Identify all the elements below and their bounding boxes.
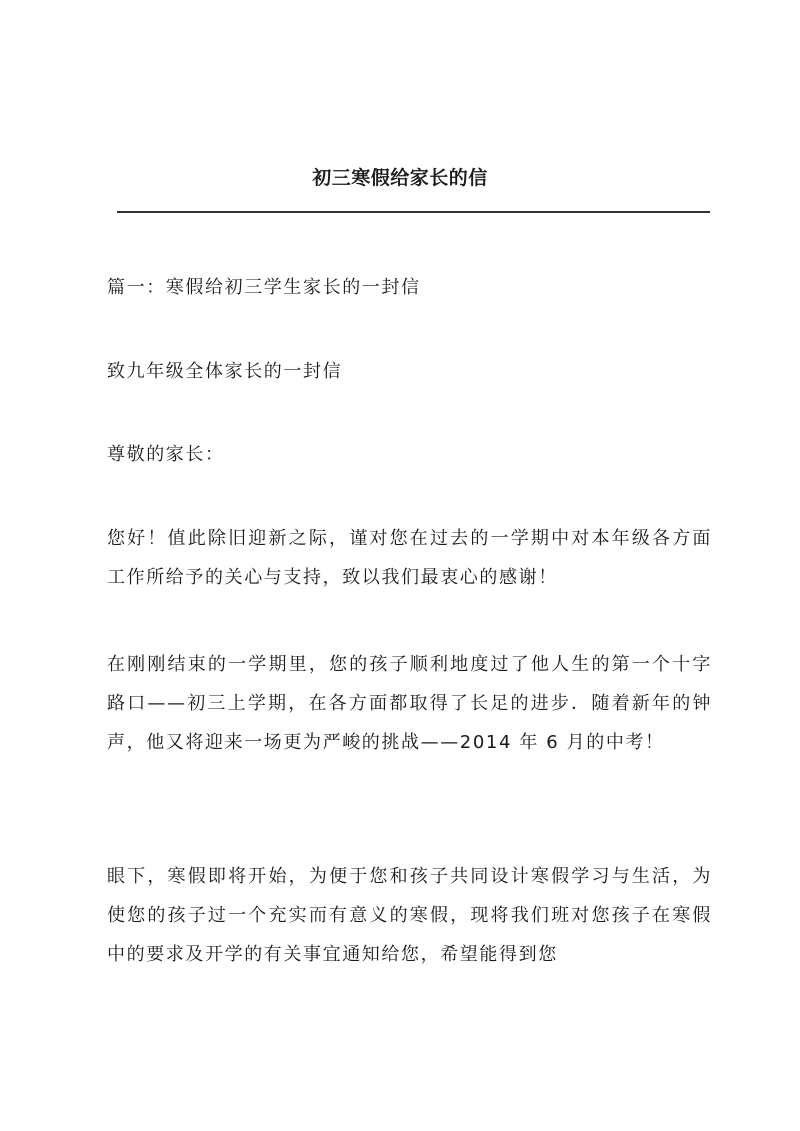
letter-subtitle: 致九年级全体家长的一封信 — [107, 361, 343, 382]
body-paragraph: 您好！值此除旧迎新之际，谨对您在过去的一学期中对本年级各方面工作所给予的关心与支持，致以我们最衷心的感谢！ — [107, 528, 712, 588]
body-paragraph: 眼下，寒假即将开始，为便于您和孩子共同设计寒假学习与生活，为使您的孩子过一个充实而有意义的寒假，现将我们班对您孩子在寒假中的要求及开学的有关事宜通知给您，希望能得到您 — [107, 866, 712, 965]
document-title: 初三寒假给家长的信 — [312, 167, 488, 189]
title-divider — [117, 211, 710, 213]
salutation: 尊敬的家长： — [107, 444, 225, 465]
section-heading: 篇一：寒假给初三学生家长的一封信 — [107, 277, 421, 298]
body-paragraph: 在刚刚结束的一学期里，您的孩子顺利地度过了他人生的第一个十字路口——初三上学期，在各方面都取得了长足的进步．随着新年的钟声，他又将迎来一场更为严峻的挑战——2014 年 6 月的中考！ — [107, 654, 712, 753]
